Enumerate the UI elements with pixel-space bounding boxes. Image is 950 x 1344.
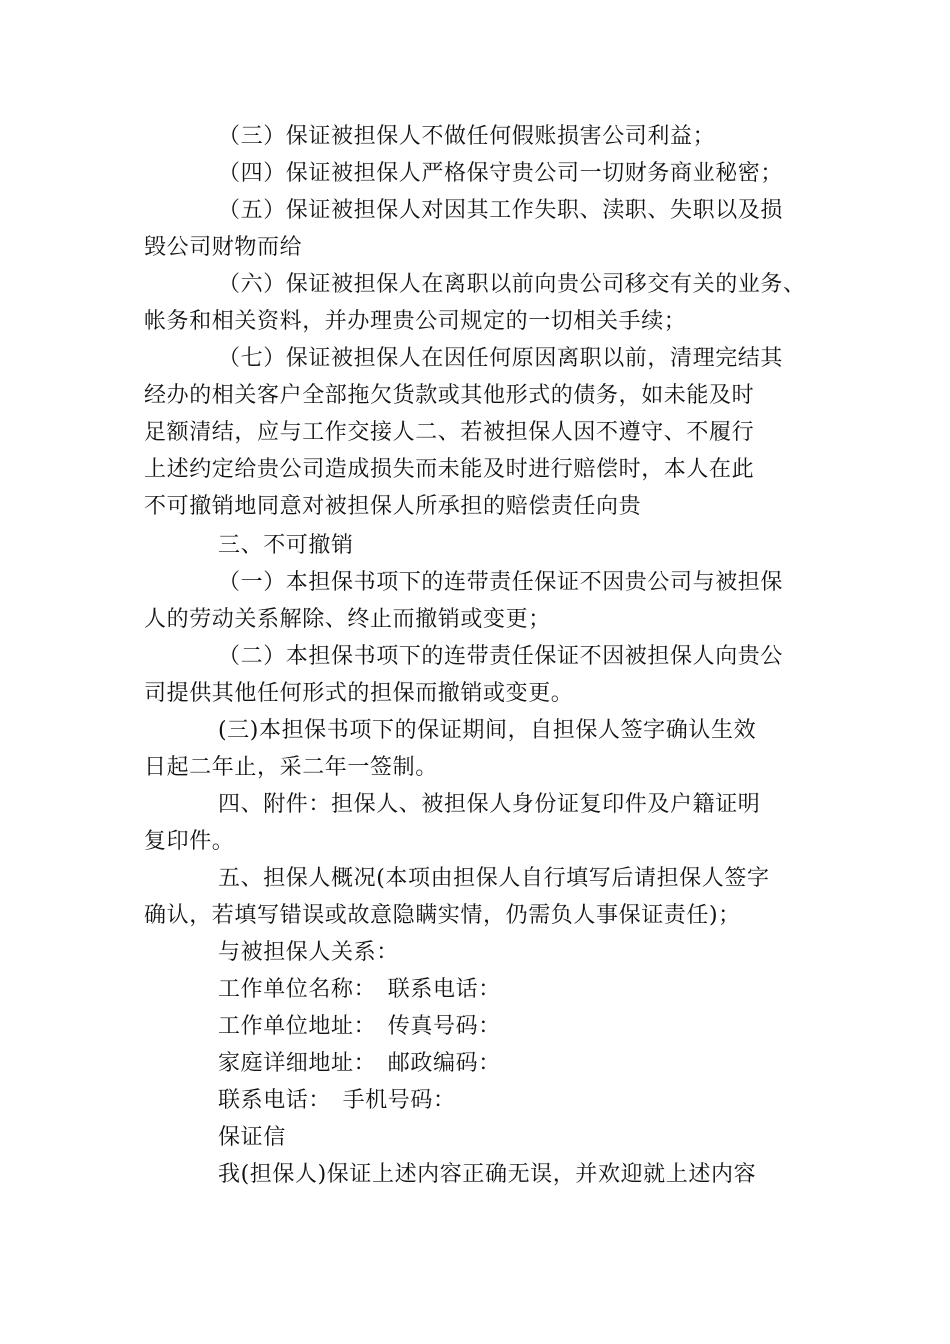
section-3-heading: 三、不可撤销 — [218, 533, 354, 558]
section-3-item-1-line-2: 人的劳动关系解除、终止而撤销或变更； — [144, 607, 551, 632]
clause-7-line-5: 不可撤销地同意对被担保人所承担的赔偿责任向贵 — [144, 494, 642, 519]
section-5-line-2: 确认，若填写错误或故意隐瞒实情，仍需负人事保证责任)； — [144, 903, 741, 928]
clause-7-line-2: 经办的相关客户全部拖欠货款或其他形式的债务，如未能及时 — [144, 383, 755, 408]
section-3-item-3-line-2: 日起二年止，采二年一签制。 — [144, 755, 438, 780]
relationship-field: 与被担保人关系： — [218, 940, 399, 965]
section-3-item-2-line-2: 司提供其他任何形式的担保而撤销或变更。 — [144, 681, 574, 706]
section-4-line-2: 复印件。 — [144, 829, 235, 854]
phone-field: 联系电话： 手机号码： — [218, 1088, 456, 1113]
home-address-field: 家庭详细地址： 邮政编码： — [218, 1051, 501, 1076]
clause-7-line-1: （七）保证被担保人在因任何原因离职以前，清理完结其 — [218, 346, 784, 371]
clause-6-line-1: （六）保证被担保人在离职以前向贵公司移交有关的业务、 — [218, 272, 806, 297]
clause-7-line-4: 上述约定给贵公司造成损失而未能及时进行赔偿时，本人在此 — [144, 457, 755, 482]
clause-7-line-3: 足额清结，应与工作交接人二、若被担保人因不遵守、不履行 — [144, 420, 755, 445]
section-3-item-1-line-1: （一）本担保书项下的连带责任保证不因贵公司与被担保 — [218, 570, 784, 595]
section-4-line-1: 四、附件：担保人、被担保人身份证复印件及户籍证明 — [218, 792, 761, 817]
employer-address-field: 工作单位地址： 传真号码： — [218, 1014, 501, 1039]
clause-4-line: （四）保证被担保人严格保守贵公司一切财务商业秘密； — [218, 161, 784, 186]
section-3-item-3-line-1: (三)本担保书项下的保证期间，自担保人签字确认生效 — [218, 718, 757, 743]
clause-5-line-2: 毁公司财物而给 — [144, 235, 303, 260]
section-3-item-2-line-1: （二）本担保书项下的连带责任保证不因被担保人向贵公 — [218, 644, 784, 669]
clause-5-line-1: （五）保证被担保人对因其工作失职、渎职、失职以及损 — [218, 198, 784, 223]
guarantee-letter-heading: 保证信 — [218, 1125, 286, 1150]
guarantee-letter-line-1: 我(担保人)保证上述内容正确无误，并欢迎就上述内容 — [218, 1162, 757, 1187]
employer-name-field: 工作单位名称： 联系电话： — [218, 977, 501, 1002]
clause-3-line: （三）保证被担保人不做任何假账损害公司利益； — [218, 124, 716, 149]
clause-6-line-2: 帐务和相关资料，并办理贵公司规定的一切相关手续； — [144, 309, 687, 334]
section-5-line-1: 五、担保人概况(本项由担保人自行填写后请担保人签字 — [218, 866, 770, 891]
